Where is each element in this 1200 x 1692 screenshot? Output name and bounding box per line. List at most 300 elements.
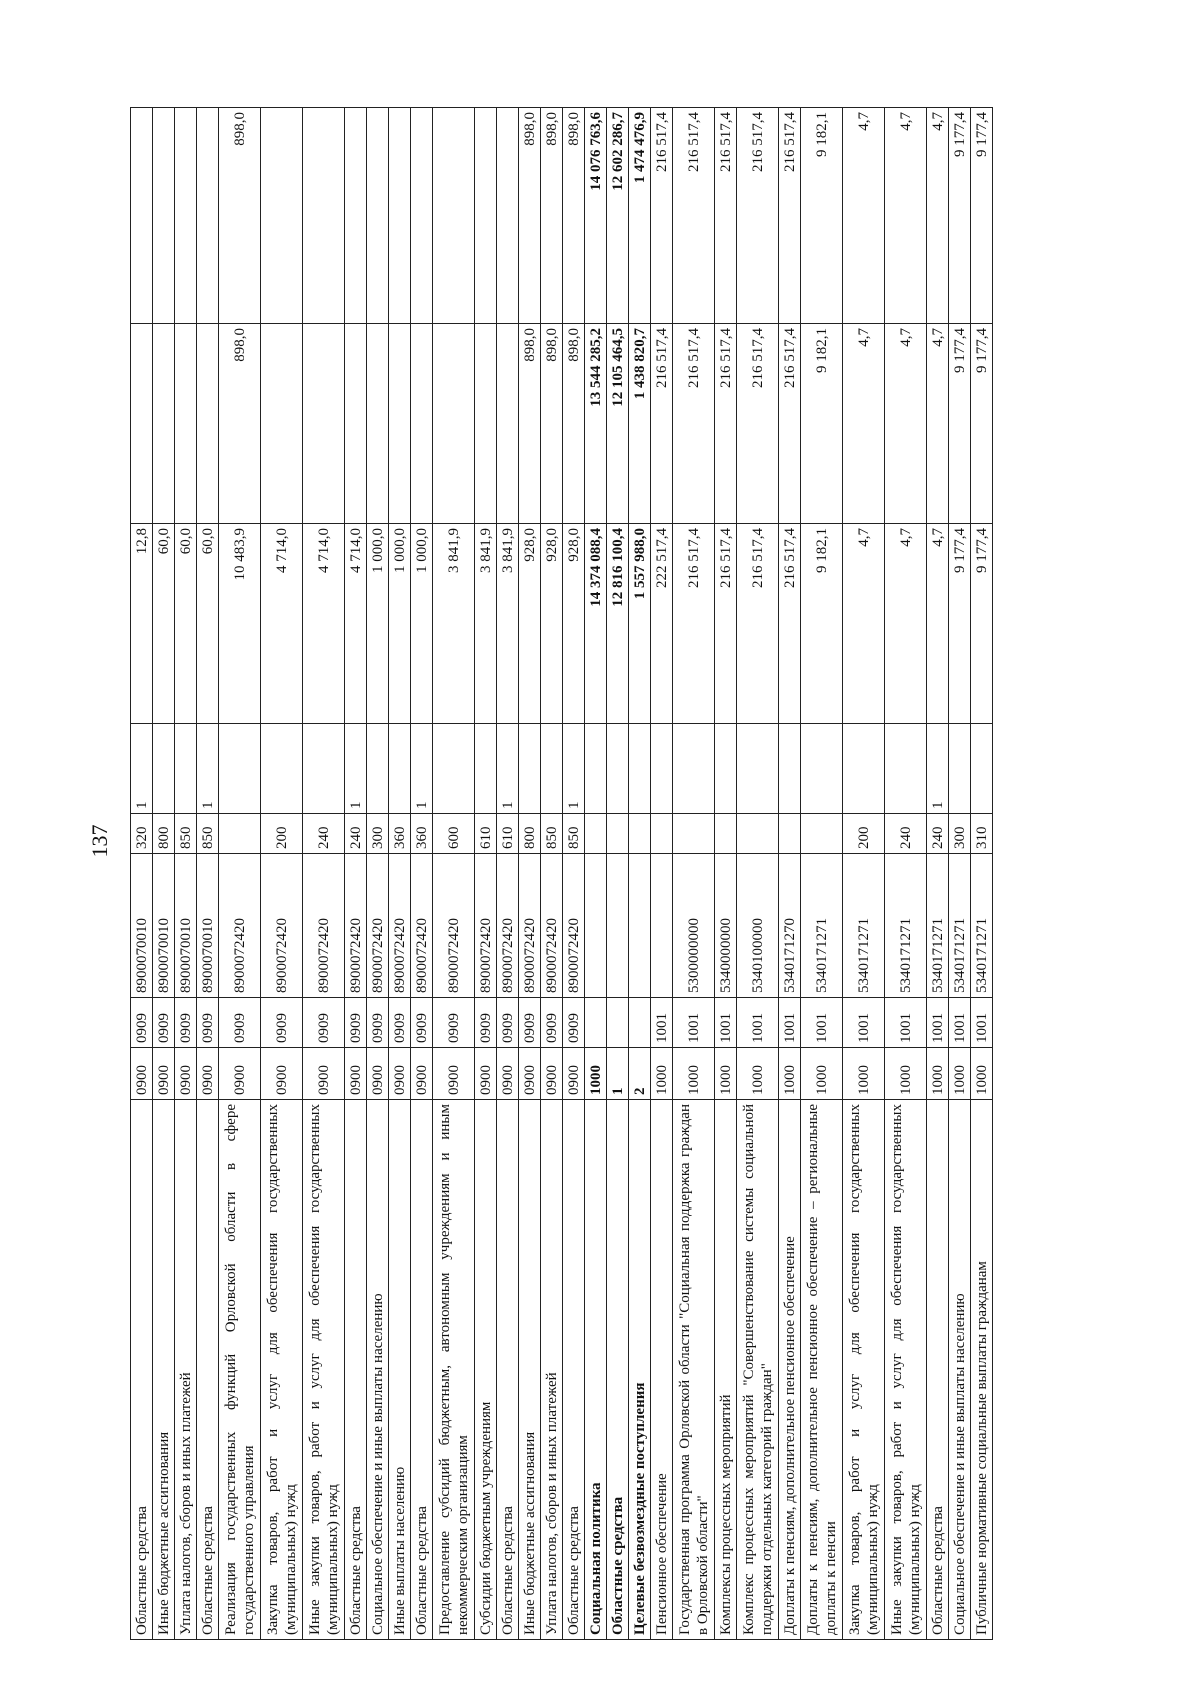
- cell-amount-2: 9 177,4: [949, 324, 971, 524]
- cell-amount-1: 3 841,9: [475, 524, 497, 724]
- cell-source-flag: [519, 724, 541, 814]
- table-row: [585, 108, 607, 1640]
- cell-razdel: 0900: [153, 1048, 175, 1100]
- table-row: [389, 108, 411, 1640]
- cell-amount-1: 1 000,0: [411, 524, 433, 724]
- cell-name: Социальное обеспечение и иные выплаты населению: [367, 1100, 389, 1640]
- cell-amount-3: 898,0: [219, 108, 261, 324]
- cell-amount-1: 216 517,4: [673, 524, 715, 724]
- cell-razdel: 0900: [433, 1048, 475, 1100]
- cell-amount-2: [345, 324, 367, 524]
- cell-amount-1: 928,0: [563, 524, 585, 724]
- cell-amount-2: 1 438 820,7: [629, 324, 651, 524]
- cell-razdel: 1000: [673, 1048, 715, 1100]
- cell-amount-1: 60,0: [175, 524, 197, 724]
- cell-name: Закупка товаров, работ и услуг для обеспечения государственных (муниципальных) нужд: [261, 1100, 303, 1640]
- cell-expense-type: [629, 814, 651, 854]
- cell-source-flag: [885, 724, 927, 814]
- table-row: [737, 108, 779, 1640]
- cell-razdel: 1000: [585, 1048, 607, 1100]
- cell-source-flag: [585, 724, 607, 814]
- cell-expense-type: 850: [197, 814, 219, 854]
- cell-razdel: 0900: [475, 1048, 497, 1100]
- cell-amount-3: 9 182,1: [801, 108, 843, 324]
- budget-table-container: [130, 108, 990, 1640]
- cell-amount-3: 898,0: [541, 108, 563, 324]
- cell-podrazdel: 0909: [261, 998, 303, 1048]
- cell-podrazdel: 0909: [475, 998, 497, 1048]
- cell-expense-type: 300: [367, 814, 389, 854]
- cell-target-article: [651, 854, 673, 998]
- cell-name: Комплексы процессных мероприятий: [715, 1100, 737, 1640]
- cell-amount-2: 216 517,4: [651, 324, 673, 524]
- cell-razdel: 1000: [737, 1048, 779, 1100]
- cell-target-article: 8900070010: [175, 854, 197, 998]
- cell-target-article: 5340171270: [779, 854, 801, 998]
- table-row: [153, 108, 175, 1640]
- table-row: [219, 108, 261, 1640]
- cell-amount-3: 898,0: [519, 108, 541, 324]
- cell-expense-type: 300: [949, 814, 971, 854]
- cell-podrazdel: 0909: [197, 998, 219, 1048]
- cell-amount-2: [197, 324, 219, 524]
- cell-amount-3: 216 517,4: [673, 108, 715, 324]
- cell-razdel: 2: [629, 1048, 651, 1100]
- cell-amount-3: [153, 108, 175, 324]
- table-row: [541, 108, 563, 1640]
- cell-podrazdel: 0909: [131, 998, 153, 1048]
- table-row: [175, 108, 197, 1640]
- cell-amount-1: 3 841,9: [497, 524, 519, 724]
- cell-amount-3: 1 474 476,9: [629, 108, 651, 324]
- cell-razdel: 1000: [843, 1048, 885, 1100]
- cell-name: Комплекс процессных мероприятий "Совершенствование системы социальной поддержки отдельных категорий граждан": [737, 1100, 779, 1640]
- cell-expense-type: 360: [389, 814, 411, 854]
- cell-podrazdel: 0909: [219, 998, 261, 1048]
- cell-target-article: 8900070010: [131, 854, 153, 998]
- cell-amount-2: [497, 324, 519, 524]
- budget-table: [130, 107, 993, 1640]
- cell-expense-type: 240: [885, 814, 927, 854]
- cell-expense-type: 240: [303, 814, 345, 854]
- cell-name: Субсидии бюджетным учреждениям: [475, 1100, 497, 1640]
- cell-amount-1: 1 000,0: [367, 524, 389, 724]
- cell-amount-3: [433, 108, 475, 324]
- cell-source-flag: [629, 724, 651, 814]
- cell-razdel: 1: [607, 1048, 629, 1100]
- cell-target-article: 5340171271: [801, 854, 843, 998]
- cell-amount-3: [131, 108, 153, 324]
- cell-amount-1: 60,0: [153, 524, 175, 724]
- cell-amount-2: [475, 324, 497, 524]
- cell-amount-3: 898,0: [563, 108, 585, 324]
- cell-expense-type: 200: [261, 814, 303, 854]
- cell-podrazdel: 0909: [345, 998, 367, 1048]
- cell-target-article: [607, 854, 629, 998]
- cell-amount-2: [303, 324, 345, 524]
- cell-name: Уплата налогов, сборов и иных платежей: [541, 1100, 563, 1640]
- cell-razdel: 0900: [131, 1048, 153, 1100]
- cell-name: Областные средства: [563, 1100, 585, 1640]
- cell-name: Пенсионное обеспечение: [651, 1100, 673, 1640]
- cell-name: Иные закупки товаров, работ и услуг для обеспечения государственных (муниципальных) нужд: [885, 1100, 927, 1640]
- table-row: [779, 108, 801, 1640]
- cell-amount-1: 928,0: [541, 524, 563, 724]
- cell-amount-3: 4,7: [927, 108, 949, 324]
- cell-razdel: 1000: [927, 1048, 949, 1100]
- table-row: [497, 108, 519, 1640]
- cell-amount-1: 9 177,4: [971, 524, 993, 724]
- cell-expense-type: [607, 814, 629, 854]
- cell-amount-2: 898,0: [541, 324, 563, 524]
- cell-amount-3: [389, 108, 411, 324]
- cell-target-article: [629, 854, 651, 998]
- cell-source-flag: 1: [563, 724, 585, 814]
- cell-podrazdel: 0909: [519, 998, 541, 1048]
- cell-source-flag: [475, 724, 497, 814]
- cell-amount-3: [345, 108, 367, 324]
- cell-podrazdel: 1001: [715, 998, 737, 1048]
- cell-razdel: 0900: [389, 1048, 411, 1100]
- cell-target-article: 8900072420: [497, 854, 519, 998]
- cell-source-flag: [367, 724, 389, 814]
- cell-amount-3: [175, 108, 197, 324]
- cell-source-flag: [801, 724, 843, 814]
- cell-razdel: 0900: [519, 1048, 541, 1100]
- cell-target-article: 5340171271: [927, 854, 949, 998]
- cell-target-article: 5340171271: [949, 854, 971, 998]
- cell-expense-type: [585, 814, 607, 854]
- table-row: [885, 108, 927, 1640]
- cell-amount-1: 4 714,0: [345, 524, 367, 724]
- cell-amount-1: 4 714,0: [303, 524, 345, 724]
- cell-name: Доплаты к пенсиям, дополнительное пенсионное обеспечение: [779, 1100, 801, 1640]
- cell-expense-type: 800: [519, 814, 541, 854]
- cell-source-flag: [303, 724, 345, 814]
- cell-source-flag: [607, 724, 629, 814]
- cell-source-flag: [261, 724, 303, 814]
- cell-podrazdel: 0909: [411, 998, 433, 1048]
- cell-amount-1: 10 483,9: [219, 524, 261, 724]
- cell-name: Иные бюджетные ассигнования: [519, 1100, 541, 1640]
- cell-podrazdel: 0909: [541, 998, 563, 1048]
- cell-amount-2: 4,7: [927, 324, 949, 524]
- cell-target-article: 8900070010: [153, 854, 175, 998]
- cell-expense-type: 240: [345, 814, 367, 854]
- cell-amount-2: 12 105 464,5: [607, 324, 629, 524]
- cell-razdel: 0900: [497, 1048, 519, 1100]
- cell-name: Социальное обеспечение и иные выплаты населению: [949, 1100, 971, 1640]
- cell-podrazdel: 0909: [497, 998, 519, 1048]
- cell-amount-2: 216 517,4: [737, 324, 779, 524]
- cell-amount-1: 4,7: [843, 524, 885, 724]
- cell-source-flag: 1: [497, 724, 519, 814]
- cell-target-article: 5340171271: [885, 854, 927, 998]
- cell-source-flag: 1: [131, 724, 153, 814]
- cell-amount-2: [261, 324, 303, 524]
- cell-podrazdel: [629, 998, 651, 1048]
- cell-source-flag: [651, 724, 673, 814]
- cell-expense-type: [779, 814, 801, 854]
- table-row: [971, 108, 993, 1640]
- table-row: [411, 108, 433, 1640]
- cell-podrazdel: [607, 998, 629, 1048]
- cell-expense-type: [737, 814, 779, 854]
- table-row: [715, 108, 737, 1640]
- cell-amount-2: [389, 324, 411, 524]
- cell-razdel: 0900: [411, 1048, 433, 1100]
- cell-amount-2: [175, 324, 197, 524]
- cell-podrazdel: 1001: [927, 998, 949, 1048]
- cell-expense-type: [673, 814, 715, 854]
- cell-amount-2: 898,0: [563, 324, 585, 524]
- cell-podrazdel: 0909: [153, 998, 175, 1048]
- cell-source-flag: [843, 724, 885, 814]
- cell-name: Уплата налогов, сборов и иных платежей: [175, 1100, 197, 1640]
- cell-target-article: 8900072420: [563, 854, 585, 998]
- cell-amount-3: 216 517,4: [651, 108, 673, 324]
- cell-name: Областные средства: [197, 1100, 219, 1640]
- cell-amount-3: 9 177,4: [971, 108, 993, 324]
- cell-podrazdel: 1001: [949, 998, 971, 1048]
- cell-amount-2: [433, 324, 475, 524]
- cell-expense-type: [715, 814, 737, 854]
- cell-target-article: 5340171271: [843, 854, 885, 998]
- cell-expense-type: 800: [153, 814, 175, 854]
- cell-amount-2: [411, 324, 433, 524]
- cell-expense-type: 850: [541, 814, 563, 854]
- table-row: [801, 108, 843, 1640]
- cell-razdel: 0900: [219, 1048, 261, 1100]
- cell-podrazdel: 1001: [779, 998, 801, 1048]
- cell-expense-type: 850: [563, 814, 585, 854]
- cell-name: Областные средства: [927, 1100, 949, 1640]
- cell-razdel: 0900: [303, 1048, 345, 1100]
- cell-source-flag: 1: [927, 724, 949, 814]
- cell-podrazdel: [585, 998, 607, 1048]
- cell-razdel: 0900: [541, 1048, 563, 1100]
- cell-amount-3: 216 517,4: [779, 108, 801, 324]
- page-number: 137: [87, 824, 112, 858]
- cell-podrazdel: 1001: [737, 998, 779, 1048]
- cell-expense-type: 600: [433, 814, 475, 854]
- cell-amount-3: [497, 108, 519, 324]
- cell-target-article: 8900072420: [367, 854, 389, 998]
- table-row: [475, 108, 497, 1640]
- cell-expense-type: 610: [475, 814, 497, 854]
- cell-razdel: 1000: [779, 1048, 801, 1100]
- cell-name: Областные средства: [497, 1100, 519, 1640]
- cell-name: Доплаты к пенсиям, дополнительное пенсионное обеспечение – региональные доплаты к пенсии: [801, 1100, 843, 1640]
- cell-amount-1: 12,8: [131, 524, 153, 724]
- cell-target-article: 8900072420: [519, 854, 541, 998]
- cell-name: Иные выплаты населению: [389, 1100, 411, 1640]
- cell-podrazdel: 1001: [673, 998, 715, 1048]
- cell-podrazdel: 0909: [563, 998, 585, 1048]
- table-row: [131, 108, 153, 1640]
- cell-amount-3: 216 517,4: [737, 108, 779, 324]
- table-row: [345, 108, 367, 1640]
- table-row: [949, 108, 971, 1640]
- cell-expense-type: 360: [411, 814, 433, 854]
- cell-podrazdel: 1001: [651, 998, 673, 1048]
- cell-amount-2: 9 182,1: [801, 324, 843, 524]
- cell-amount-1: 14 374 088,4: [585, 524, 607, 724]
- cell-name: Областные средства: [345, 1100, 367, 1640]
- cell-amount-3: [303, 108, 345, 324]
- cell-podrazdel: 0909: [389, 998, 411, 1048]
- cell-podrazdel: 1001: [971, 998, 993, 1048]
- cell-podrazdel: 0909: [175, 998, 197, 1048]
- table-row: [433, 108, 475, 1640]
- cell-amount-3: 9 177,4: [949, 108, 971, 324]
- cell-target-article: 8900072420: [541, 854, 563, 998]
- cell-expense-type: [801, 814, 843, 854]
- cell-expense-type: [651, 814, 673, 854]
- cell-source-flag: [949, 724, 971, 814]
- cell-amount-1: 4,7: [885, 524, 927, 724]
- cell-amount-1: 1 000,0: [389, 524, 411, 724]
- cell-source-flag: [153, 724, 175, 814]
- cell-amount-2: 216 517,4: [673, 324, 715, 524]
- cell-amount-3: 216 517,4: [715, 108, 737, 324]
- cell-podrazdel: 0909: [303, 998, 345, 1048]
- cell-expense-type: 310: [971, 814, 993, 854]
- cell-target-article: [585, 854, 607, 998]
- table-row: [629, 108, 651, 1640]
- cell-razdel: 1000: [885, 1048, 927, 1100]
- cell-amount-3: [197, 108, 219, 324]
- cell-source-flag: [779, 724, 801, 814]
- cell-source-flag: [389, 724, 411, 814]
- cell-name: Целевые безвозмездные поступления: [629, 1100, 651, 1640]
- cell-target-article: 5300000000: [673, 854, 715, 998]
- cell-name: Закупка товаров, работ и услуг для обеспечения государственных (муниципальных) нужд: [843, 1100, 885, 1640]
- table-row: [367, 108, 389, 1640]
- cell-amount-3: 14 076 763,6: [585, 108, 607, 324]
- cell-razdel: 1000: [715, 1048, 737, 1100]
- cell-razdel: 0900: [345, 1048, 367, 1100]
- cell-amount-3: [411, 108, 433, 324]
- cell-target-article: 5340100000: [737, 854, 779, 998]
- cell-amount-2: 898,0: [219, 324, 261, 524]
- cell-amount-1: 3 841,9: [433, 524, 475, 724]
- table-row: [651, 108, 673, 1640]
- cell-target-article: 8900072420: [433, 854, 475, 998]
- cell-source-flag: 1: [411, 724, 433, 814]
- cell-amount-2: [153, 324, 175, 524]
- cell-podrazdel: 0909: [433, 998, 475, 1048]
- cell-amount-3: 4,7: [885, 108, 927, 324]
- table-row: [519, 108, 541, 1640]
- cell-razdel: 1000: [949, 1048, 971, 1100]
- cell-target-article: 8900072420: [345, 854, 367, 998]
- cell-amount-1: 9 182,1: [801, 524, 843, 724]
- cell-source-flag: [673, 724, 715, 814]
- cell-amount-2: [367, 324, 389, 524]
- cell-amount-1: 928,0: [519, 524, 541, 724]
- cell-source-flag: [715, 724, 737, 814]
- cell-amount-1: 216 517,4: [779, 524, 801, 724]
- cell-name: Областные средства: [607, 1100, 629, 1640]
- cell-target-article: 5340000000: [715, 854, 737, 998]
- cell-source-flag: [737, 724, 779, 814]
- cell-source-flag: [433, 724, 475, 814]
- cell-expense-type: 320: [131, 814, 153, 854]
- cell-amount-3: [261, 108, 303, 324]
- cell-amount-2: 13 544 285,2: [585, 324, 607, 524]
- cell-amount-3: [475, 108, 497, 324]
- cell-source-flag: [541, 724, 563, 814]
- cell-name: Государственная программа Орловской области "Социальная поддержка граждан в Орловской области": [673, 1100, 715, 1640]
- cell-razdel: 0900: [197, 1048, 219, 1100]
- cell-amount-2: 216 517,4: [779, 324, 801, 524]
- table-row: [197, 108, 219, 1640]
- cell-podrazdel: 0909: [367, 998, 389, 1048]
- cell-name: Предоставление субсидий бюджетным, автономным учреждениям и иным некоммерческим организациям: [433, 1100, 475, 1640]
- cell-source-flag: 1: [197, 724, 219, 814]
- cell-amount-3: 12 602 286,7: [607, 108, 629, 324]
- cell-amount-1: 216 517,4: [737, 524, 779, 724]
- cell-target-article: 8900070010: [197, 854, 219, 998]
- cell-target-article: 8900072420: [411, 854, 433, 998]
- cell-name: Иные закупки товаров, работ и услуг для обеспечения государственных (муниципальных) нужд: [303, 1100, 345, 1640]
- cell-name: Публичные нормативные социальные выплаты гражданам: [971, 1100, 993, 1640]
- cell-amount-1: 4,7: [927, 524, 949, 724]
- table-row: [673, 108, 715, 1640]
- cell-target-article: 8900072420: [475, 854, 497, 998]
- cell-name: Иные бюджетные ассигнования: [153, 1100, 175, 1640]
- cell-source-flag: [219, 724, 261, 814]
- table-row: [563, 108, 585, 1640]
- cell-source-flag: 1: [345, 724, 367, 814]
- cell-razdel: 0900: [563, 1048, 585, 1100]
- cell-amount-1: 12 816 100,4: [607, 524, 629, 724]
- cell-expense-type: 850: [175, 814, 197, 854]
- cell-razdel: 0900: [175, 1048, 197, 1100]
- table-row: [607, 108, 629, 1640]
- cell-podrazdel: 1001: [843, 998, 885, 1048]
- cell-razdel: 1000: [651, 1048, 673, 1100]
- table-row: [303, 108, 345, 1640]
- table-row: [261, 108, 303, 1640]
- cell-expense-type: 200: [843, 814, 885, 854]
- cell-amount-2: [131, 324, 153, 524]
- table-row: [927, 108, 949, 1640]
- cell-amount-2: 4,7: [885, 324, 927, 524]
- cell-expense-type: [219, 814, 261, 854]
- cell-source-flag: [971, 724, 993, 814]
- cell-source-flag: [175, 724, 197, 814]
- cell-expense-type: 610: [497, 814, 519, 854]
- cell-name: Областные средства: [131, 1100, 153, 1640]
- table-row: [843, 108, 885, 1640]
- cell-amount-2: 216 517,4: [715, 324, 737, 524]
- cell-target-article: 8900072420: [389, 854, 411, 998]
- cell-razdel: 0900: [261, 1048, 303, 1100]
- cell-amount-1: 4 714,0: [261, 524, 303, 724]
- cell-amount-2: 898,0: [519, 324, 541, 524]
- cell-amount-1: 222 517,4: [651, 524, 673, 724]
- cell-amount-2: 4,7: [843, 324, 885, 524]
- cell-name: Реализация государственных функций Орловской области в сфере государственного управления: [219, 1100, 261, 1640]
- cell-amount-1: 216 517,4: [715, 524, 737, 724]
- cell-podrazdel: 1001: [801, 998, 843, 1048]
- cell-razdel: 0900: [367, 1048, 389, 1100]
- cell-name: Социальная политика: [585, 1100, 607, 1640]
- cell-expense-type: 240: [927, 814, 949, 854]
- cell-razdel: 1000: [971, 1048, 993, 1100]
